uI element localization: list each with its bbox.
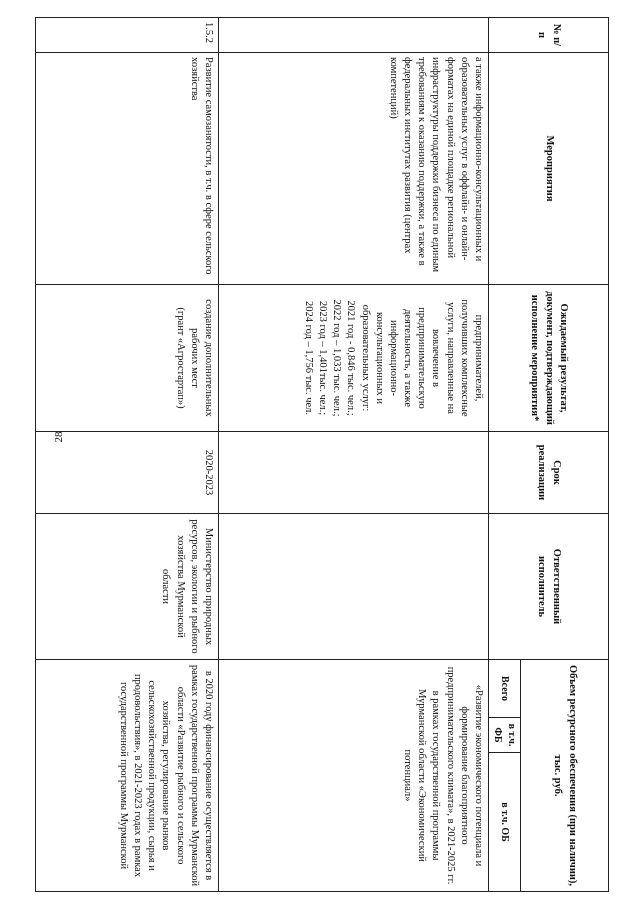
cell-activity: Развитие самозанятости, в т.ч. в сфере сельского хозяйства [36, 53, 219, 285]
header-term: Срок реализации [489, 432, 609, 514]
activities-table [35, 17, 609, 892]
cell-term: 2020-2023 [36, 432, 219, 514]
cell-num: 1.5.2 [36, 18, 219, 53]
table-header-row [521, 18, 609, 892]
rotated-table-container [68, 17, 609, 891]
table-row [219, 18, 489, 892]
cell-executor [219, 514, 489, 660]
cell-result: создание дополнительных рабочих мест (грант «Агростартап») [36, 285, 219, 432]
cell-executor: Министерство природных ресурсов, экологии и рыбного хозяйства Мурманской области [36, 514, 219, 660]
cell-activity: а также информационно-консультационных и образовательных услуг в оффлайн- и онлайн-форматах на единой площадке региональной инфраструктуры поддержки бизнеса по единым требованиям к оказанию поддержки, а также в федеральных институтах развития (центрах компетенций) [219, 53, 489, 285]
cell-result: предпринимателей, получивших комплексные услуги, направленные на вовлечение в предпринимательскую деятельность, а также информационно-консультационных и образовательных услуг: 2021 год - 0,846 тыс. чел.; 2022 год – 1,033 тыс. чел.; 2023 год – 1,401тыс. чел.; 2024 год – 1,756 тыс. чел. [219, 285, 489, 432]
cell-resources: «Развитие экономического потенциала и формирование благоприятного предпринимательского климата», в 2021-2025 гг. в рамках государственной программы Мурманской области «Экономический потенциал» [219, 660, 489, 892]
table-row [36, 18, 219, 892]
page-number: 28 [53, 431, 65, 443]
cell-num [219, 18, 489, 53]
cell-resources: в 2020 году финансирование осуществляется в рамках государственной программы Мурманской области «Развитие рыбного и сельского хозяйства, регулирование рынков сельскохозяйственной продукции, сырья и продовольствия», в 2021-2023 годах в рамках государственной программы Мурманской [36, 660, 219, 892]
header-resources: Объем ресурсного обеспечения (при наличии), тыс. руб. [521, 660, 609, 892]
header-total: Всего [489, 660, 521, 718]
header-fb: в т.ч. ФБ [489, 718, 521, 753]
header-activity: Мероприятия [489, 53, 609, 285]
header-num: № п/п [489, 18, 609, 53]
cell-term [219, 432, 489, 514]
header-ob: в т.ч. ОБ [489, 753, 521, 892]
header-executor: Ответственный исполнитель [489, 514, 609, 660]
header-result: Ожидаемый результат, документ, подтверждающий исполнение мероприятия* [489, 285, 609, 432]
